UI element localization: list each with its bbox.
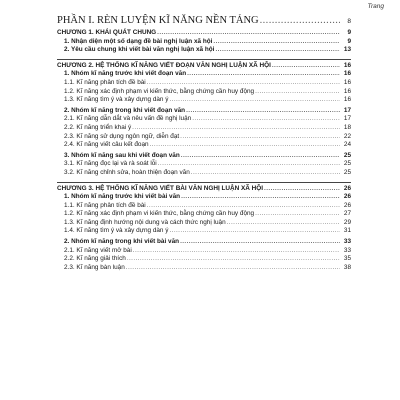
toc-entry-page: 25 bbox=[343, 168, 351, 176]
toc-entry-title: 1.2. Kĩ năng xác định phạm vi kiến thức, bằng chứng cần huy động bbox=[64, 87, 255, 95]
toc-entry-page: 18 bbox=[343, 123, 351, 131]
toc-dot-leader bbox=[132, 124, 340, 133]
toc-entry[interactable] bbox=[57, 14, 351, 28]
toc-entry-page: 25 bbox=[343, 160, 351, 168]
toc-dot-leader bbox=[180, 133, 340, 142]
toc-entry-page: 26 bbox=[343, 193, 351, 201]
toc-dot-leader bbox=[191, 169, 340, 178]
toc-entry-title: 2. Nhóm kĩ năng trong khi viết đoạn văn bbox=[64, 106, 186, 114]
toc-entry-title: 2.2. Kĩ năng triển khai ý bbox=[64, 123, 132, 131]
toc-entry[interactable] bbox=[57, 88, 351, 97]
toc-entry-page: 33 bbox=[343, 246, 351, 254]
toc-entry[interactable] bbox=[57, 264, 351, 273]
toc-entry-page: 9 bbox=[347, 37, 351, 45]
table-of-contents bbox=[57, 14, 351, 272]
toc-entry[interactable] bbox=[57, 210, 351, 219]
toc-entry-page: 16 bbox=[343, 70, 351, 78]
toc-entry-title: 2.2. Kĩ năng giải thích bbox=[64, 255, 126, 263]
toc-entry-title: 1.1. Kĩ năng phân tích đề bài bbox=[64, 201, 146, 209]
toc-dot-leader bbox=[169, 227, 340, 236]
toc-entry-title: 2.1. Kĩ năng viết mở bài bbox=[64, 246, 132, 254]
toc-entry-title: 2.3. Kĩ năng bàn luận bbox=[64, 263, 125, 271]
toc-dot-leader bbox=[255, 88, 340, 97]
toc-entry-title: CHƯƠNG 1. KHÁI QUÁT CHUNG bbox=[57, 29, 157, 36]
toc-entry-page: 13 bbox=[343, 46, 351, 54]
toc-dot-leader bbox=[272, 62, 340, 71]
toc-dot-leader bbox=[127, 255, 340, 264]
toc-entry[interactable] bbox=[57, 247, 351, 256]
toc-dot-leader bbox=[169, 96, 340, 105]
toc-entry-title: 3.1. Kĩ năng đọc lại và rà soát lỗi bbox=[64, 160, 157, 168]
toc-dot-leader bbox=[157, 29, 340, 38]
toc-entry[interactable] bbox=[57, 141, 351, 150]
toc-entry-page: 38 bbox=[343, 263, 351, 271]
toc-dot-leader bbox=[181, 193, 340, 202]
toc-entry-page: 26 bbox=[343, 201, 351, 209]
toc-entry-page: 16 bbox=[343, 78, 351, 86]
toc-entry-title: 1. Nhóm kĩ năng trước khi viết bài văn bbox=[64, 193, 181, 201]
toc-entry[interactable] bbox=[57, 160, 351, 169]
toc-entry[interactable] bbox=[57, 70, 351, 79]
toc-dot-leader bbox=[227, 219, 340, 228]
toc-dot-leader bbox=[158, 160, 340, 169]
page-column-header: Trang bbox=[367, 3, 384, 10]
toc-entry-title: 2.1. Kĩ năng dẫn dắt và nêu vấn đề nghị luận bbox=[64, 115, 192, 123]
toc-entry-page: 35 bbox=[343, 255, 351, 263]
toc-entry-title: 2.4. Kĩ năng viết câu kết đoạn bbox=[64, 141, 149, 149]
toc-entry-page: 24 bbox=[343, 141, 351, 149]
toc-dot-leader bbox=[147, 79, 340, 88]
toc-entry[interactable] bbox=[57, 219, 351, 228]
toc-dot-leader bbox=[260, 14, 340, 27]
toc-dot-leader bbox=[215, 46, 340, 55]
toc-dot-leader bbox=[180, 238, 340, 247]
toc-entry-page: 16 bbox=[343, 87, 351, 95]
toc-entry-page: 17 bbox=[343, 115, 351, 123]
toc-entry-page: 27 bbox=[343, 210, 351, 218]
toc-entry[interactable] bbox=[57, 193, 351, 202]
toc-entry[interactable] bbox=[57, 29, 351, 38]
toc-dot-leader bbox=[187, 70, 340, 79]
toc-entry[interactable] bbox=[57, 59, 351, 71]
toc-entry-title: 1.3. Kĩ năng tìm ý và xây dựng dàn ý bbox=[64, 96, 169, 104]
toc-entry-title: 1.2. Kĩ năng xác định phạm vi kiến thức, bằng chứng cần huy động bbox=[64, 210, 255, 218]
toc-entry-page: 22 bbox=[343, 132, 351, 140]
toc-entry-page: 16 bbox=[343, 61, 351, 69]
toc-entry-title: 2.3. Kĩ năng sử dụng ngôn ngữ, diễn đạt bbox=[64, 132, 180, 140]
toc-dot-leader bbox=[186, 107, 340, 116]
toc-entry-page: 33 bbox=[343, 238, 351, 246]
toc-entry-title: 1. Nhóm kĩ năng trước khi viết đoạn văn bbox=[64, 70, 187, 78]
toc-dot-leader bbox=[133, 247, 340, 256]
toc-entry[interactable] bbox=[57, 169, 351, 178]
toc-entry-title: 2. Yêu cầu chung khi viết bài văn nghị luận xã hội bbox=[64, 46, 215, 54]
toc-entry[interactable] bbox=[57, 202, 351, 211]
toc-entry-title: CHƯƠNG 2. HỆ THỐNG KĨ NĂNG VIẾT ĐOẠN VĂN NGHỊ LUẬN XÃ HỘI bbox=[57, 61, 271, 69]
toc-dot-leader bbox=[126, 264, 340, 273]
toc-entry-page: 16 bbox=[343, 96, 351, 104]
toc-entry-page: 26 bbox=[343, 184, 351, 192]
toc-dot-leader bbox=[264, 185, 340, 194]
toc-dot-leader bbox=[147, 202, 340, 211]
toc-entry[interactable] bbox=[57, 255, 351, 264]
toc-entry-page: 29 bbox=[343, 218, 351, 226]
toc-entry-title: PHẦN I. RÈN LUYỆN KĨ NĂNG NỀN TẢNG bbox=[57, 15, 259, 26]
toc-entry[interactable] bbox=[57, 124, 351, 133]
toc-entry-page: 8 bbox=[347, 18, 351, 25]
toc-entry-title: 1.4. Kĩ năng tìm ý và xây dựng dàn ý bbox=[64, 227, 169, 235]
toc-entry-title: 3. Nhóm kĩ năng sau khi viết đoạn văn bbox=[64, 151, 180, 159]
toc-entry[interactable] bbox=[57, 79, 351, 88]
toc-entry[interactable] bbox=[57, 238, 351, 247]
toc-dot-leader bbox=[150, 141, 340, 150]
toc-dot-leader bbox=[255, 210, 340, 219]
toc-dot-leader bbox=[192, 115, 340, 124]
toc-entry[interactable] bbox=[57, 38, 351, 47]
toc-entry-title: 1.1. Kĩ năng phân tích đề bài bbox=[64, 78, 146, 86]
toc-entry[interactable] bbox=[57, 227, 351, 236]
toc-entry[interactable] bbox=[57, 96, 351, 105]
toc-dot-leader bbox=[181, 152, 340, 161]
toc-entry-title: 1.3. Kĩ năng định hướng nội dung và cách thức nghị luận bbox=[64, 218, 226, 226]
toc-entry[interactable] bbox=[57, 182, 351, 194]
toc-entry[interactable] bbox=[57, 46, 351, 55]
toc-entry-page: 25 bbox=[343, 151, 351, 159]
toc-entry-page: 17 bbox=[343, 106, 351, 114]
toc-entry[interactable] bbox=[57, 115, 351, 124]
toc-entry[interactable] bbox=[57, 133, 351, 142]
toc-entry-page: 9 bbox=[347, 29, 351, 36]
toc-entry-title: CHƯƠNG 3. HỆ THỐNG KĨ NĂNG VIẾT BÀI VĂN NGHỊ LUẬN XÃ HỘI bbox=[57, 184, 264, 192]
toc-dot-leader bbox=[213, 38, 340, 47]
toc-entry-title: 2. Nhóm kĩ năng trong khi viết bài văn bbox=[64, 238, 180, 246]
toc-entry-title: 3.2. Kĩ năng chỉnh sửa, hoàn thiện đoạn văn bbox=[64, 168, 190, 176]
toc-entry-page: 31 bbox=[343, 227, 351, 235]
toc-entry-title: 1. Nhận diện một số dạng đề bài nghị luận xã hội bbox=[64, 37, 213, 45]
